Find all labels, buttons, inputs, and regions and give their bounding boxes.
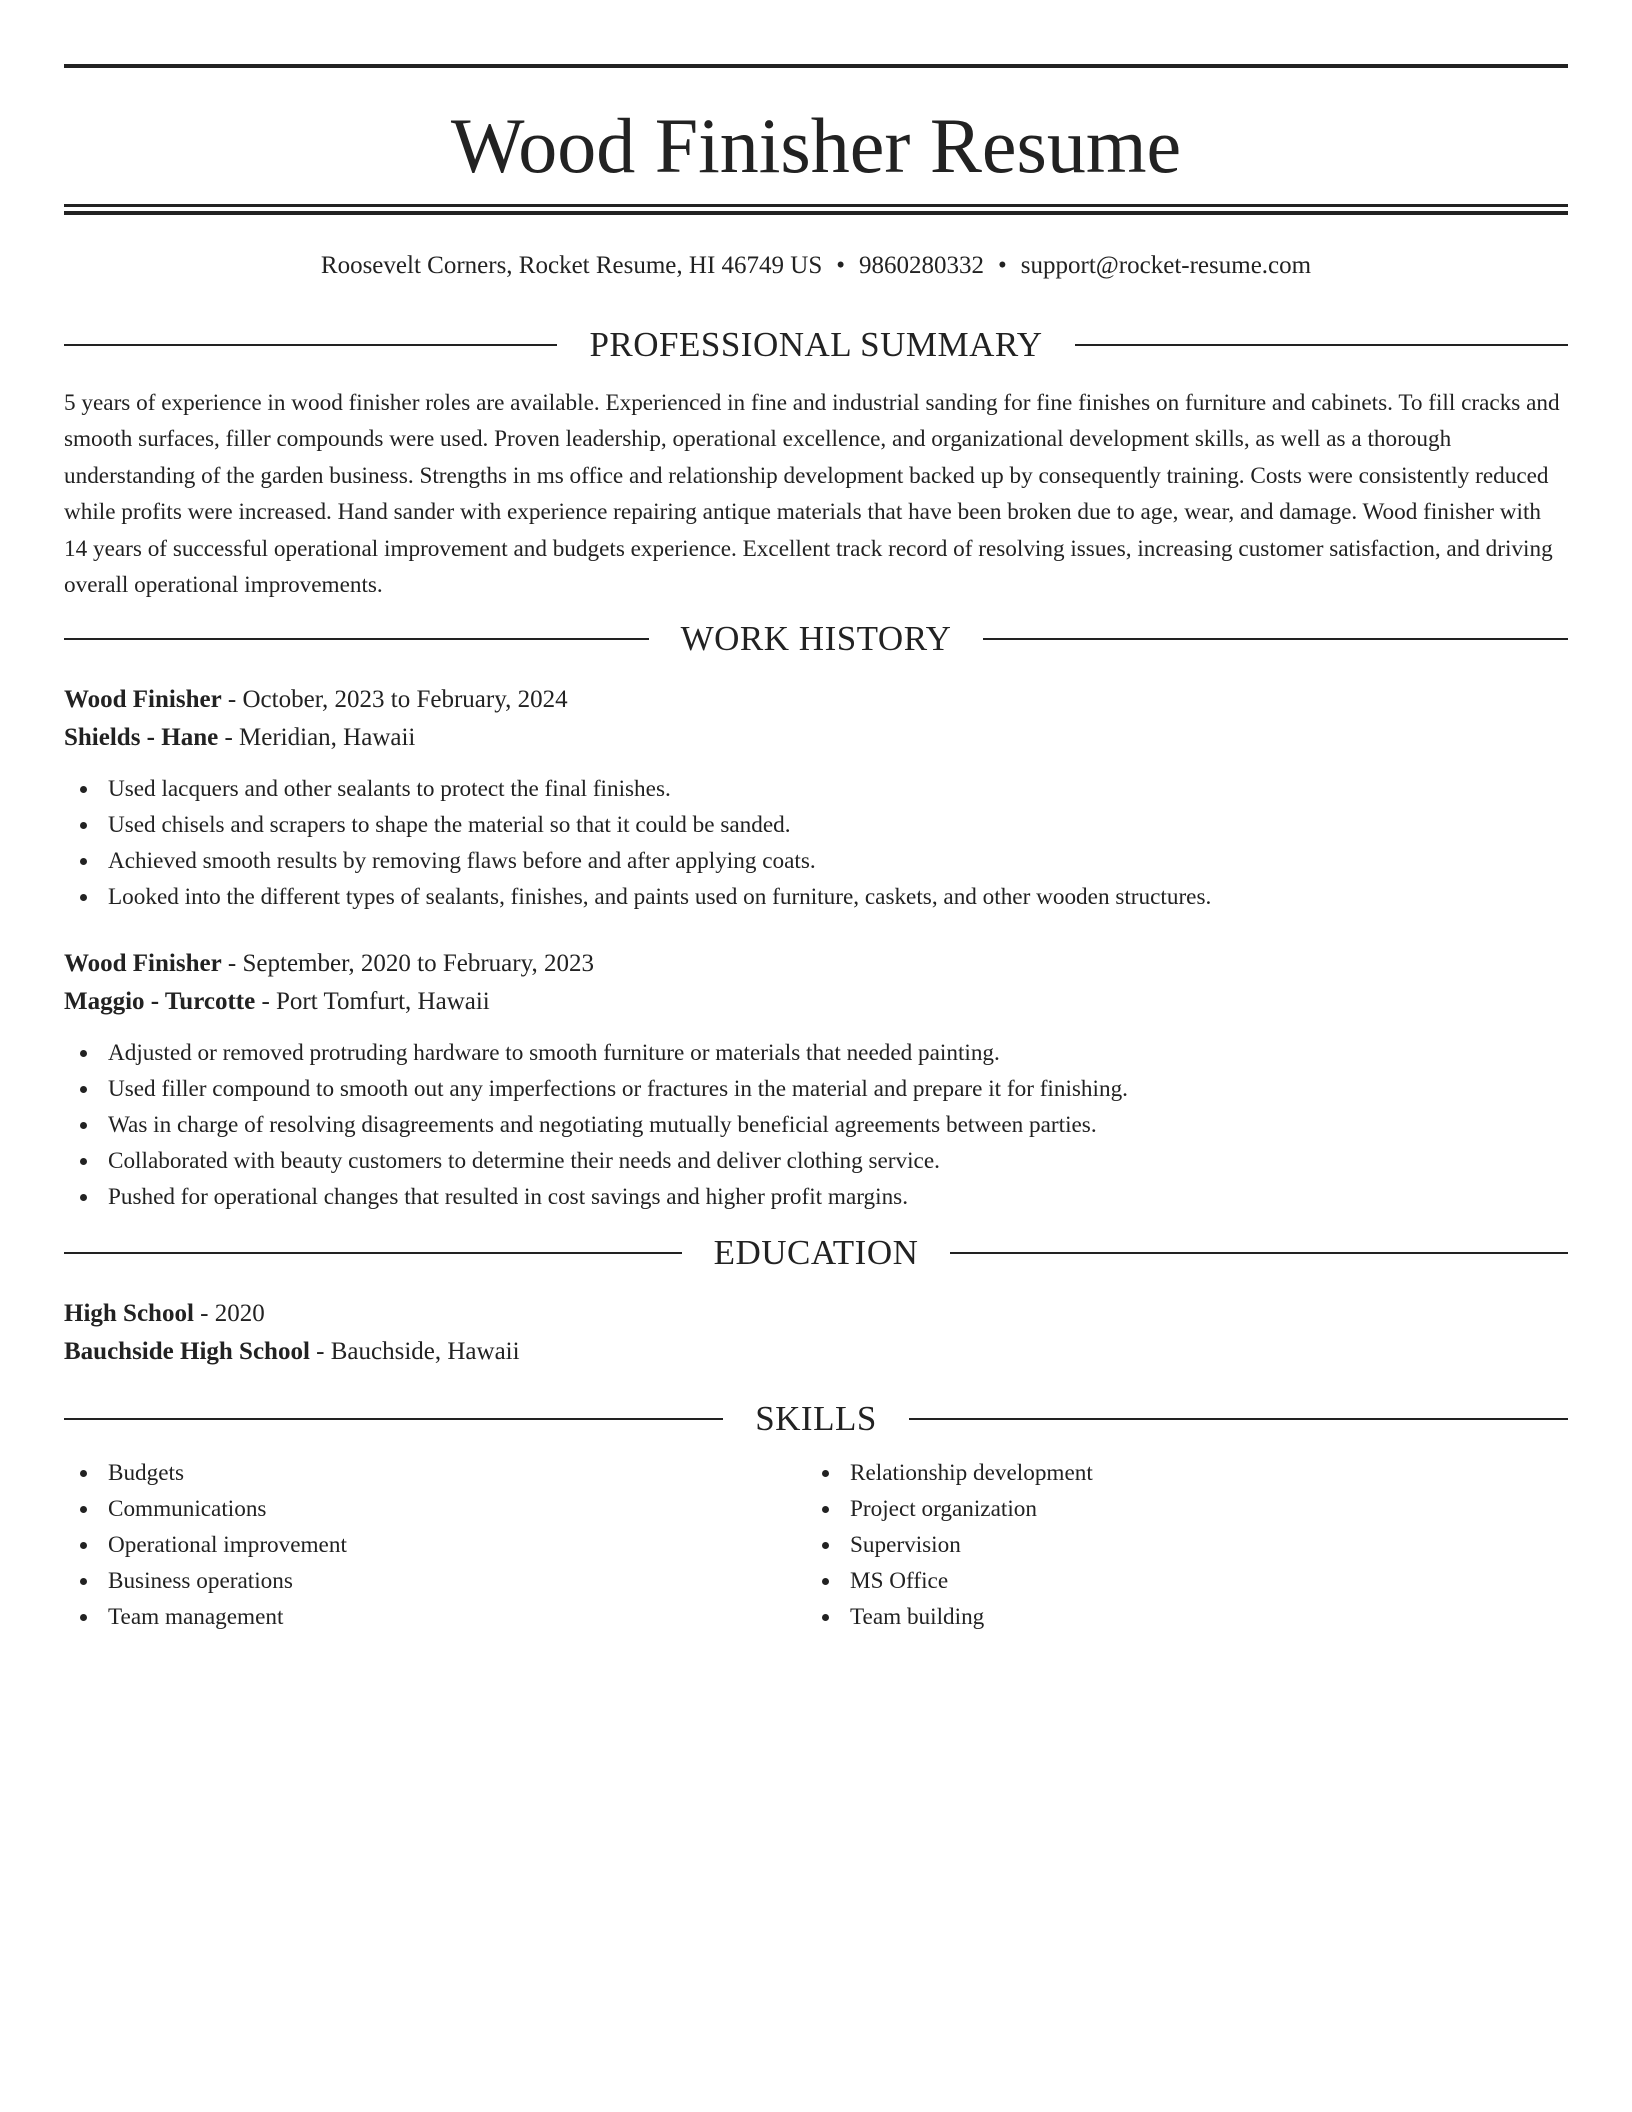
- job-title: Wood Finisher: [64, 950, 222, 978]
- list-item: Was in charge of resolving disagreements and negotiating mutually beneficial agreements between parties.: [64, 1107, 1568, 1143]
- heading-rule: [64, 638, 649, 640]
- job-bullets: [64, 771, 1568, 915]
- list-item: Collaborated with beauty customers to determine their needs and deliver clothing service.: [64, 1143, 1568, 1179]
- section-heading-skills: [64, 1399, 1568, 1439]
- top-rule: [64, 64, 1568, 68]
- job-dates: - September, 2020 to February, 2023: [221, 950, 594, 978]
- skill-item: Team management: [64, 1599, 806, 1635]
- skill-item: Budgets: [64, 1455, 806, 1491]
- job-title-line: [64, 681, 1568, 719]
- education-entry: [64, 1295, 1568, 1371]
- list-item: Used filler compound to smooth out any imperfections or fractures in the material and prepare it for finishing.: [64, 1071, 1568, 1107]
- contact-email: support@rocket-resume.com: [1020, 252, 1312, 279]
- skill-item: MS Office: [806, 1563, 1548, 1599]
- job-company: Shields - Hane: [64, 724, 219, 752]
- heading-rule: [64, 1418, 723, 1420]
- section-heading-work: [64, 619, 1568, 659]
- job-location: - Port Tomfurt, Hawaii: [255, 988, 490, 1016]
- skill-item: Operational improvement: [64, 1527, 806, 1563]
- skill-item: Business operations: [64, 1563, 806, 1599]
- section-title: EDUCATION: [713, 1233, 919, 1273]
- education-school: Bauchside High School: [64, 1338, 310, 1366]
- skill-item: Supervision: [806, 1527, 1548, 1563]
- list-item: Used lacquers and other sealants to protect the final finishes.: [64, 771, 1568, 807]
- education-degree: High School: [64, 1300, 194, 1328]
- summary-paragraph: 5 years of experience in wood finisher roles are available. Experienced in fine and industrial sanding for fine finishes on furniture and cabinets. To fill cracks and smooth surfaces, filler compounds were used. Proven leadership, operational excellence, and organizational development skills, as well as a thorough understanding of the garden business. Strengths in ms office and relationship development backed up by consequently training. Costs were consistently reduced while profits were increased. Hand sander with experience repairing antique materials that have been broken due to age, wear, and damage. Wood finisher with 14 years of successful operational improvement and budgets experience. Excellent track record of resolving issues, increasing customer satisfaction, and driving overall operational improvements.: [64, 390, 1560, 599]
- heading-rule: [1075, 344, 1568, 346]
- heading-rule: [64, 344, 557, 346]
- skills-column-right: [806, 1455, 1548, 1635]
- job-bullets: [64, 1035, 1568, 1215]
- title-double-rule: [64, 204, 1568, 215]
- section-heading-summary: [64, 325, 1568, 365]
- education-school-line: [64, 1333, 1568, 1371]
- heading-rule: [983, 638, 1568, 640]
- education-year: - 2020: [193, 1300, 265, 1328]
- heading-rule: [64, 1252, 682, 1254]
- job-company-line: [64, 983, 1568, 1021]
- skills-grid: [64, 1455, 1568, 1635]
- skill-item: Relationship development: [806, 1455, 1548, 1491]
- job-company-line: [64, 719, 1568, 757]
- section-heading-education: [64, 1233, 1568, 1273]
- job-location: - Meridian, Hawaii: [218, 724, 416, 752]
- list-item: Adjusted or removed protruding hardware to smooth furniture or materials that needed painting.: [64, 1035, 1568, 1071]
- list-item: Achieved smooth results by removing flaws before and after applying coats.: [64, 843, 1568, 879]
- education-location: - Bauchside, Hawaii: [309, 1338, 520, 1366]
- resume-page: [64, 64, 1568, 1635]
- section-title: SKILLS: [755, 1399, 877, 1439]
- job-title-line: [64, 945, 1568, 983]
- heading-rule: [950, 1252, 1568, 1254]
- job-dates: - October, 2023 to February, 2024: [221, 686, 568, 714]
- job-title: Wood Finisher: [64, 686, 222, 714]
- job-entry: [64, 681, 1568, 915]
- job-company: Maggio - Turcotte: [64, 988, 256, 1016]
- skill-item: Project organization: [806, 1491, 1548, 1527]
- job-entry: [64, 945, 1568, 1215]
- skills-column-left: [64, 1455, 806, 1635]
- heading-rule: [909, 1418, 1568, 1420]
- skill-item: Communications: [64, 1491, 806, 1527]
- list-item: Pushed for operational changes that resulted in cost savings and higher profit margins.: [64, 1179, 1568, 1215]
- contact-line: [64, 251, 1568, 281]
- section-title: WORK HISTORY: [680, 619, 952, 659]
- skill-item: Team building: [806, 1599, 1548, 1635]
- list-item: Looked into the different types of sealants, finishes, and paints used on furniture, caskets, and other wooden structures.: [64, 879, 1568, 915]
- section-title: PROFESSIONAL SUMMARY: [589, 325, 1043, 364]
- contact-address: Roosevelt Corners, Rocket Resume, HI 46749 US: [320, 252, 823, 279]
- contact-phone: 9860280332: [859, 252, 985, 279]
- contact-separator: •: [836, 252, 846, 279]
- contact-separator: •: [998, 252, 1007, 279]
- list-item: Used chisels and scrapers to shape the material so that it could be sanded.: [64, 807, 1568, 843]
- education-degree-line: [64, 1295, 1568, 1333]
- resume-title: Wood Finisher Resume: [450, 102, 1182, 189]
